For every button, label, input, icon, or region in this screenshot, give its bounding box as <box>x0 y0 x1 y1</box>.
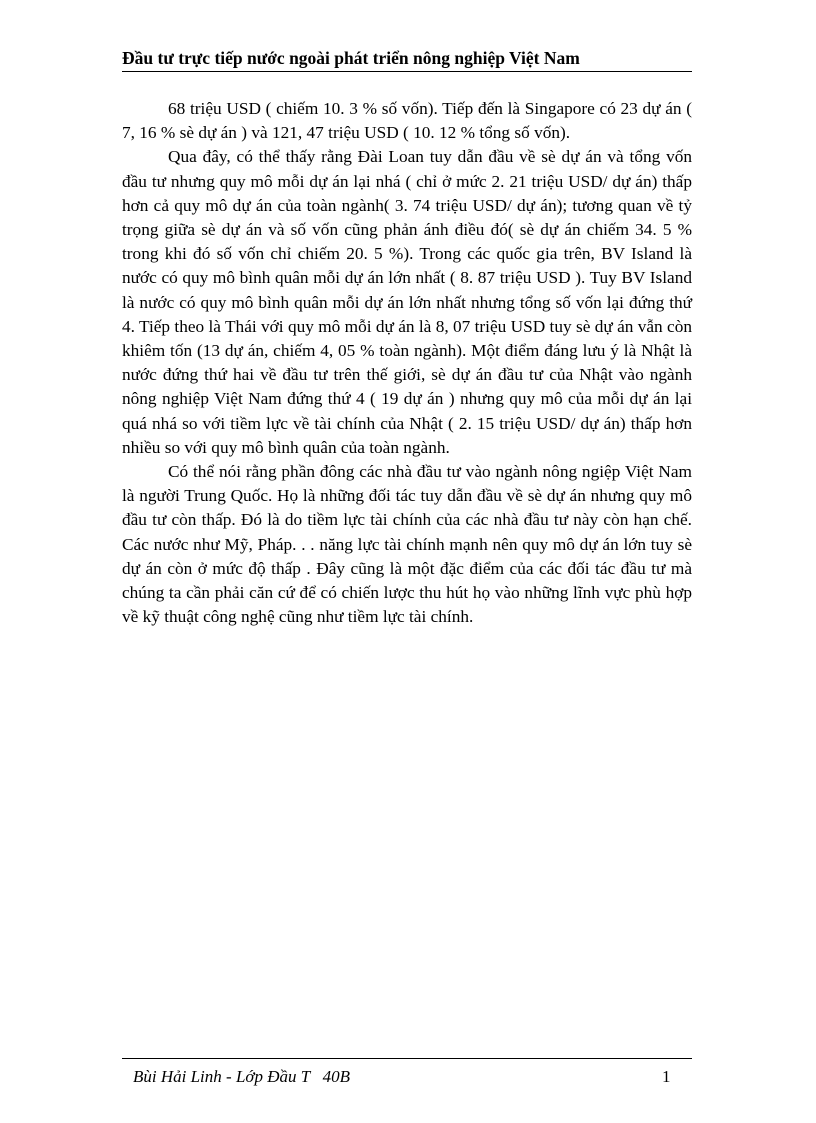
document-body <box>122 97 692 629</box>
paragraph-analysis: Qua đây, có thể thấy rằng Đài Loan tuy dẫn đầu về sè dự án và tổng vốn đầu tư nhưng quy mô mỗi dự án lại nhá ( chỉ ở mức 2. 21 triệu USD/ dự án) thấp hơn cả quy mô dự án của toàn ngành( 3. 74 triệu USD/ dự án); tương quan về tỷ trọng giữa sè dự án và số vốn cũng phản ánh điều đó( sè dự án chiếm 34. 5 % trong khi đó số vốn chỉ chiếm 20. 5 %). Trong các quốc gia trên, BV Island là nước có quy mô bình quân mỗi dự án lớn nhất ( 8. 87 triệu USD ). Tuy BV Island là nước có quy mô bình quân mỗi dự án lớn nhất nhưng tổng số vốn lại đứng thứ 4. Tiếp theo là Thái với quy mô mỗi dự án là 8, 07 triệu USD tuy sè dự án vẫn còn khiêm tốn (13 dự án, chiếm 4, 05 % toàn ngành). Một điểm đáng lưu ý là Nhật là nước đứng thứ hai về đầu tư trên thế giới, sè dự án đầu tư của Nhật vào ngành nông nghiệp Việt Nam đứng thứ 4 ( 19 dự án ) nhưng quy mô của mỗi dự án lại quá nhá so với tiềm lực về tài chính của Nhật ( 2. 15 triệu USD/ dự án) thấp hơn nhiều so với quy mô bình quân của toàn ngành. <box>122 147 692 457</box>
page-header-title: Đầu tư trực tiếp nước ngoài phát triển nông nghiệp Việt Nam <box>122 48 580 68</box>
paragraph-conclusion: Có thể nói rằng phần đông các nhà đầu tư vào ngành nông ngiệp Việt Nam là người Trung Quốc. Họ là những đối tác tuy dẫn đầu về sè dự án nhưng quy mô đầu tư còn thấp. Đó là do tiềm lực tài chính của các nhà đầu tư này còn hạn chế. Các nước như Mỹ, Pháp. . . năng lực tài chính mạnh nên quy mô dự án lớn tuy sè dự án còn ở mức độ thấp . Đây cũng là một đặc điểm của các đối tác đầu tư mà chúng ta cần phải căn cứ để có chiến lược thu hút họ vào những lĩnh vực phù hợp về kỹ thuật công nghệ cũng như tiềm lực tài chính. <box>122 462 692 627</box>
footer-author: Bùi Hải Linh - Lớp Đầu T 40B <box>133 1067 351 1086</box>
page-number: 1 <box>662 1067 671 1086</box>
footer-divider <box>122 1058 692 1059</box>
paragraph-continuation: 68 triệu USD ( chiếm 10. 3 % số vốn). Tiếp đến là Singapore có 23 dự án ( 7, 16 % sè dự án ) và 121, 47 triệu USD ( 10. 12 % tổng số vốn). <box>122 99 692 143</box>
header-divider <box>122 71 692 72</box>
